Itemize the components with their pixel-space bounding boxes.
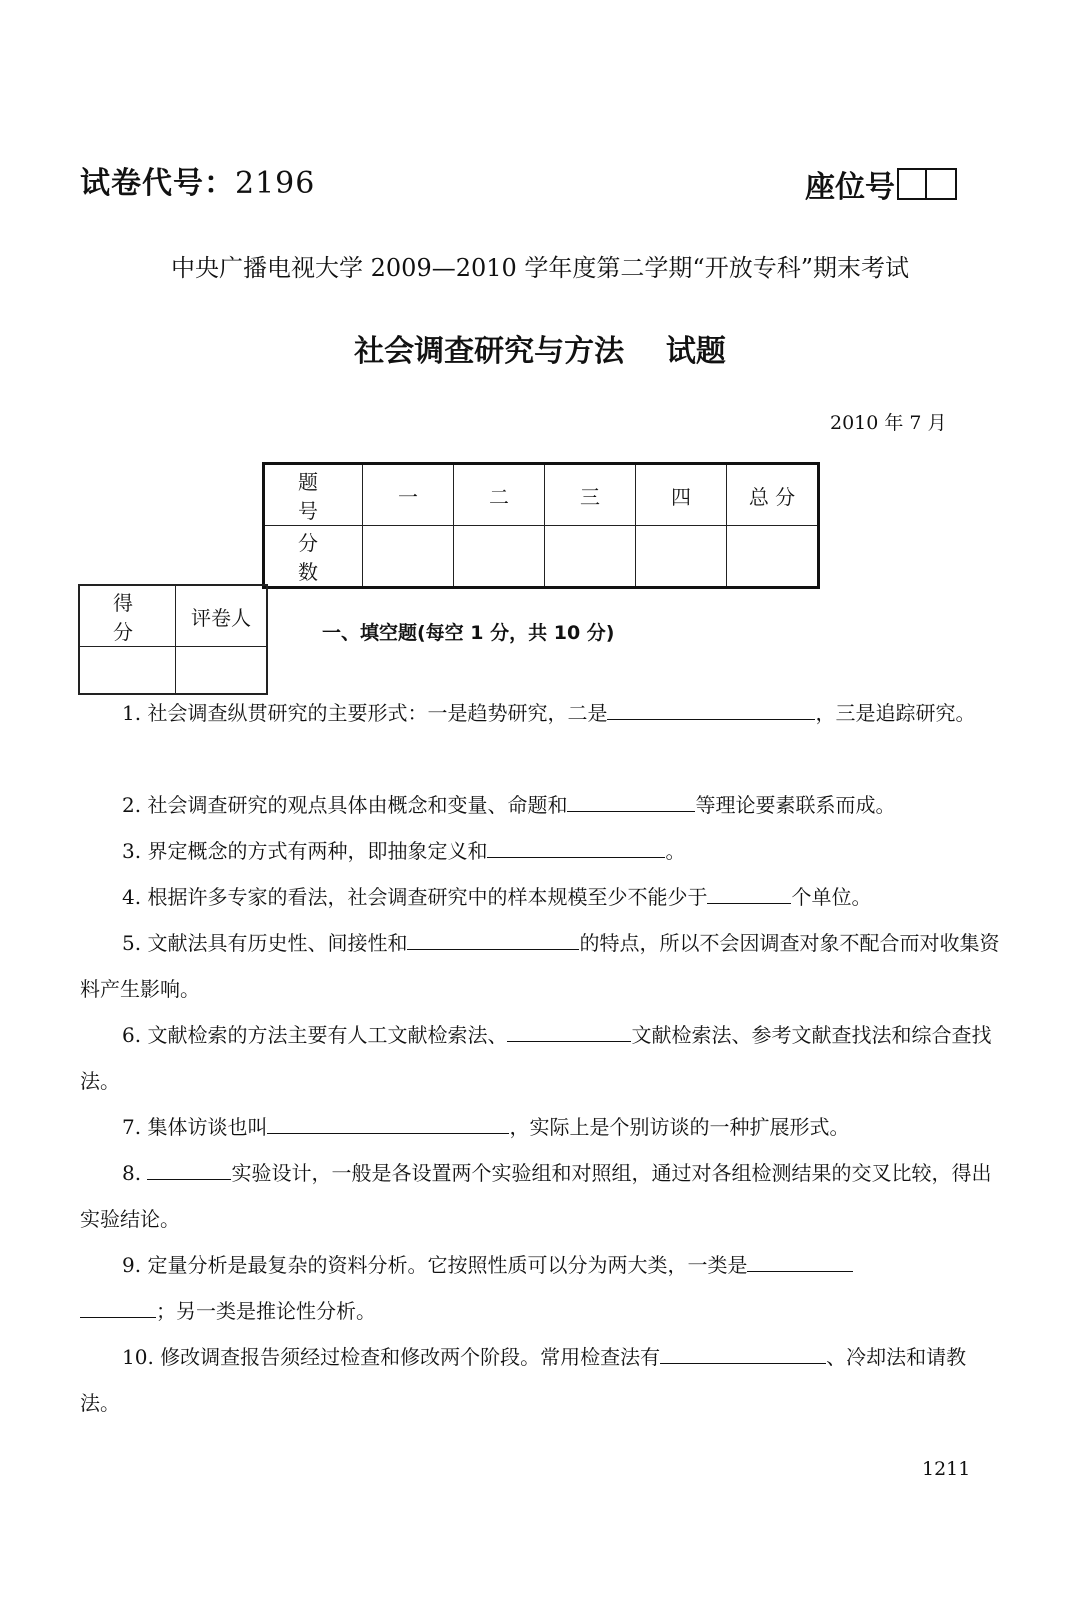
seat-number <box>805 162 957 206</box>
question-text: 文献检索法、参考文献查找法和综合查找法。 <box>80 1023 992 1093</box>
score-table <box>262 462 820 589</box>
seat-label: 座位号 <box>805 170 895 205</box>
question-text: 。 <box>665 839 686 863</box>
question-3 <box>80 828 1000 874</box>
score-table-row-label: 分 数 <box>264 526 363 588</box>
exam-code-label: 试卷代号： <box>80 166 235 201</box>
question-text: ，实际上是个别访谈的一种扩展形式。 <box>509 1115 850 1139</box>
section-heading: 一、填空题(每空 1 分，共 10 分) <box>322 622 615 644</box>
grader-score-label: 得 分 <box>79 585 176 647</box>
score-cell <box>454 526 545 588</box>
score-cell <box>636 526 727 588</box>
question-text: ；另一类是推论性分析。 <box>156 1299 376 1323</box>
seat-box <box>897 168 927 200</box>
score-table-col: 二 <box>454 464 545 526</box>
exam-code <box>80 158 315 202</box>
question-6 <box>80 1012 1000 1104</box>
score-cell <box>363 526 454 588</box>
question-text: 个单位。 <box>791 885 872 909</box>
question-text: 7. 集体访谈也叫 <box>122 1115 268 1139</box>
question-10 <box>80 1334 1000 1426</box>
answer-blank <box>660 1343 826 1364</box>
grader-label: 评卷人 <box>176 585 268 647</box>
answer-blank <box>487 837 665 858</box>
question-text: 10. 修改调查报告须经过检查和修改两个阶段。常用检查法有 <box>122 1345 661 1369</box>
score-table-header-row <box>264 464 819 526</box>
score-cell <box>545 526 636 588</box>
page-number: 1211 <box>922 1458 971 1480</box>
seat-boxes <box>897 168 957 200</box>
score-table-col: 一 <box>363 464 454 526</box>
question-text: ，三是追踪研究。 <box>815 701 976 725</box>
subject-title: 社会调查研究与方法 试题 <box>354 334 726 369</box>
question-7 <box>80 1104 1000 1150</box>
score-cell <box>727 526 819 588</box>
answer-blank <box>80 1297 156 1318</box>
question-text: 5. 文献法具有历史性、间接性和 <box>122 931 408 955</box>
question-text: 4. 根据许多专家的看法，社会调查研究中的样本规模至少不能少于 <box>122 885 708 909</box>
exam-date: 2010 年 7 月 <box>830 412 947 434</box>
answer-blank <box>607 699 815 720</box>
grader-table-header-row <box>79 585 267 647</box>
exam-code-value: 2196 <box>235 166 316 201</box>
seat-box <box>927 168 957 200</box>
score-table-score-row <box>264 526 819 588</box>
grader-score-cell <box>79 647 176 695</box>
answer-blank <box>747 1251 853 1272</box>
question-text: 的特点，所以不会因调查对象不配合而对收集资料产生影响。 <box>80 931 1000 1001</box>
question-1 <box>80 690 1000 736</box>
question-text: 实验设计，一般是各设置两个实验组和对照组，通过对各组检测结果的交叉比较，得出实验结论。 <box>80 1161 992 1231</box>
question-text: 8. <box>122 1161 148 1185</box>
grader-table <box>78 584 268 695</box>
question-5 <box>80 920 1000 1012</box>
question-text: 、冷却法和请教法。 <box>80 1345 967 1415</box>
question-2 <box>80 782 1000 828</box>
grader-table-empty-row <box>79 647 267 695</box>
question-text: 1. 社会调查纵贯研究的主要形式：一是趋势研究，二是 <box>122 701 608 725</box>
question-text: 9. 定量分析是最复杂的资料分析。它按照性质可以分为两大类，一类是 <box>122 1253 748 1277</box>
grader-name-cell <box>176 647 268 695</box>
question-text: 3. 界定概念的方式有两种，即抽象定义和 <box>122 839 488 863</box>
question-8 <box>80 1150 1000 1242</box>
answer-blank <box>507 1021 631 1042</box>
question-text: 6. 文献检索的方法主要有人工文献检索法、 <box>122 1023 508 1047</box>
score-table-col: 总 分 <box>727 464 819 526</box>
score-table-col: 四 <box>636 464 727 526</box>
answer-blank <box>407 929 579 950</box>
question-4 <box>80 874 1000 920</box>
answer-blank <box>707 883 791 904</box>
score-table-row-label: 题 号 <box>264 464 363 526</box>
answer-blank <box>147 1159 231 1180</box>
question-text: 2. 社会调查研究的观点具体由概念和变量、命题和 <box>122 793 568 817</box>
answer-blank <box>567 791 695 812</box>
score-table-col: 三 <box>545 464 636 526</box>
question-text: 等理论要素联系而成。 <box>695 793 896 817</box>
answer-blank <box>267 1113 509 1134</box>
university-line: 中央广播电视大学 2009—2010 学年度第二学期“开放专科”期末考试 <box>171 254 909 282</box>
question-9 <box>80 1242 1000 1334</box>
